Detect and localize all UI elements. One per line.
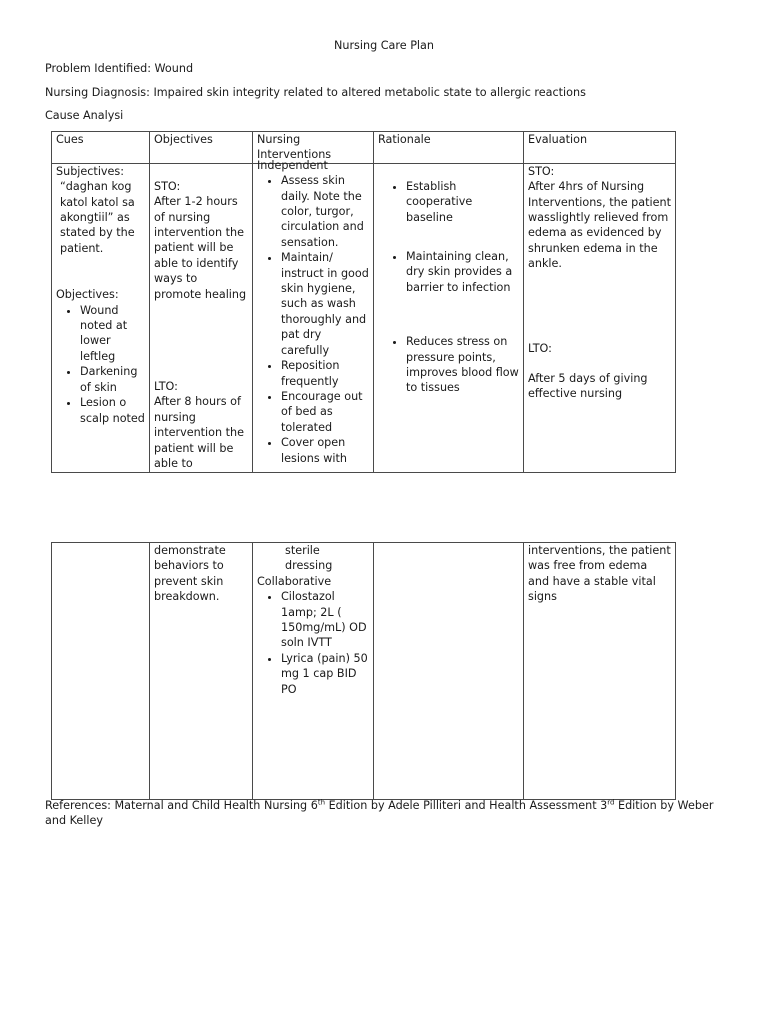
- references-text-1: References: Maternal and Child Health Nursing 6: [45, 799, 318, 812]
- references-text-2: Edition by Adele Pilliteri and Health Assessment 3: [325, 799, 608, 812]
- references-superscript-2: rd: [607, 798, 615, 807]
- cause-analysis: Cause Analysi: [45, 109, 124, 122]
- sto-label: STO:: [154, 179, 181, 193]
- references-text-3: Edition by Weber and Kelley: [45, 799, 714, 828]
- independent-list: [257, 173, 369, 466]
- evaluation-cell: [524, 163, 676, 472]
- eval-sto-label: STO:: [528, 164, 555, 178]
- table-row: [52, 543, 676, 800]
- references-superscript-1: th: [317, 798, 326, 807]
- cues-cell: [52, 163, 150, 472]
- rationale-cell: [374, 163, 524, 472]
- table-row: [52, 163, 676, 472]
- list-item: • Assess skin daily. Note the color, turgor, circulation and sensation.: [281, 173, 369, 250]
- lto-label: LTO:: [154, 380, 178, 394]
- eval-sto-text: After 4hrs of Nursing Interventions, the patient wasslightly relieved from edema as evidenced by shrunken edema in the ankle.: [528, 180, 671, 271]
- list-item: • Establish cooperative baseline: [406, 179, 519, 225]
- objective-label: Objectives:: [56, 288, 119, 302]
- header-objectives: Objectives: [150, 132, 253, 164]
- list-item: • Maintaining clean, dry skin provides a barrier to infection: [406, 249, 519, 295]
- list-item: • Encourage out of bed as tolerated: [281, 389, 369, 435]
- lto-text: After 8 hours of nursing intervention the patient will be able to: [154, 395, 245, 471]
- care-plan-table-page2: [51, 542, 676, 800]
- rationale-cell-continued: [374, 543, 524, 800]
- list-item: • Cilostazol 1amp; 2L ( 150mg/mL) OD soln IVTT: [281, 589, 369, 651]
- header-rationale: Rationale: [374, 132, 524, 164]
- collaborative-label: Collaborative: [257, 574, 332, 588]
- list-item: • Wound noted at lower leftleg: [80, 303, 145, 365]
- sto-text: After 1-2 hours of nursing intervention the patient will be able to identify ways to promote healing: [154, 195, 247, 301]
- list-item: • Reduces stress on pressure points, improves blood flow to tissues: [406, 334, 519, 396]
- cues-cell-continued: [52, 543, 150, 800]
- objectives-cell: [150, 163, 253, 472]
- list-item: • Maintain/ instruct in good skin hygiene, such as wash thoroughly and pat dry carefully: [281, 250, 369, 358]
- header-evaluation: Evaluation: [524, 132, 676, 164]
- eval-lto-label: LTO:: [528, 341, 552, 355]
- header-cues: Cues: [52, 132, 150, 164]
- intervention-continued: sterile dressing: [285, 544, 333, 573]
- rationale-list: [378, 179, 519, 396]
- document-title: Nursing Care Plan: [333, 39, 434, 52]
- interventions-cell: [253, 158, 374, 472]
- nursing-diagnosis: Nursing Diagnosis: Impaired skin integrity related to altered metabolic state to allergic reactions: [45, 86, 586, 99]
- subjective-label: Subjectives:: [56, 164, 125, 178]
- independent-label: Independent: [257, 158, 328, 172]
- evaluation-cell-continued: [524, 543, 676, 800]
- subjective-statement: “daghan kog katol katol sa akongtiil” as stated by the patient.: [60, 180, 135, 255]
- list-item: • Reposition frequently: [281, 358, 369, 389]
- lto-text-continued: demonstrate behaviors to prevent skin breakdown.: [154, 544, 226, 604]
- interventions-cell-continued: [253, 543, 374, 800]
- list-item: • Darkening of skin: [80, 364, 145, 395]
- objectives-cell-continued: [150, 543, 253, 800]
- header-interventions: Nursing Interventions: [253, 132, 374, 164]
- references: [45, 798, 735, 829]
- eval-lto-text-continued: interventions, the patient was free from edema and have a stable vital signs: [528, 544, 671, 604]
- list-item: • Lyrica (pain) 50 mg 1 cap BID PO: [281, 651, 369, 697]
- objective-list: [56, 303, 145, 426]
- eval-lto-text: After 5 days of giving effective nursing: [528, 372, 648, 401]
- list-item: • Lesion o scalp noted: [80, 395, 145, 426]
- problem-identified: Problem Identified: Wound: [45, 62, 194, 75]
- collaborative-list: [257, 589, 369, 697]
- list-item: • Cover open lesions with: [281, 435, 369, 466]
- care-plan-table-page1: [51, 131, 676, 473]
